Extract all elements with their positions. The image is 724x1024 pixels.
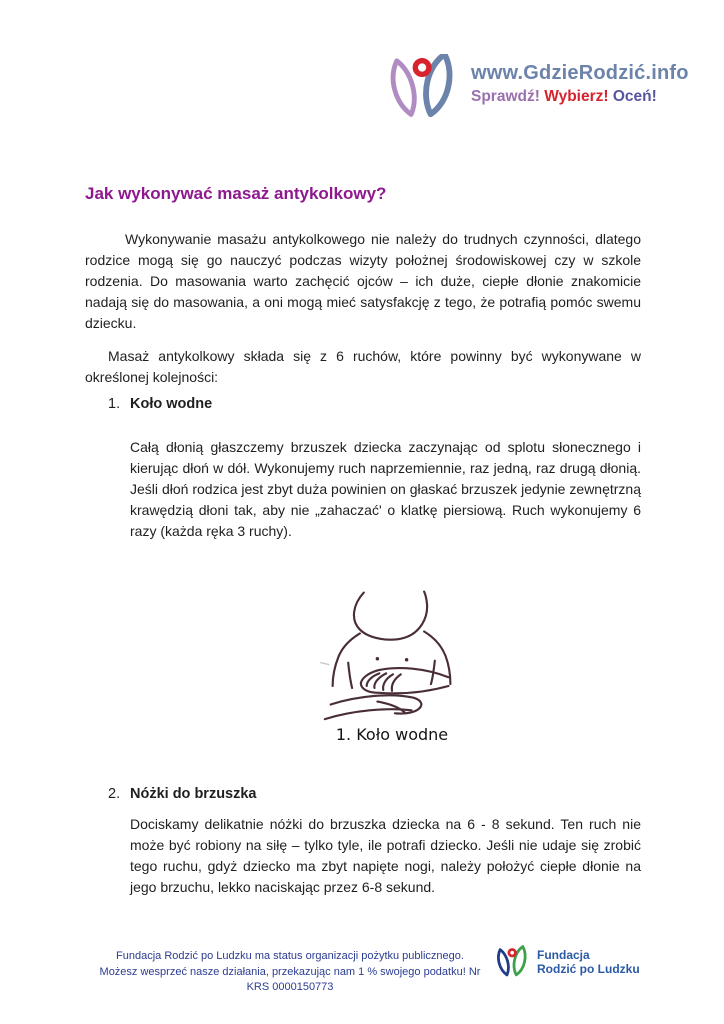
- footer-logo-name-2: Rodzić po Ludzku: [537, 962, 640, 976]
- footer-line-2: Możesz wesprzeć nasze działania, przekazując nam 1 % swojego podatku! Nr KRS 0000150773: [99, 965, 481, 993]
- fundacja-petals-icon: [496, 944, 532, 980]
- gdzierodzic-petals-icon: [388, 54, 464, 120]
- tagline-check: Sprawdź!: [471, 88, 540, 105]
- brand-tagline: [471, 88, 689, 106]
- site-url: www.GdzieRodzić.info: [471, 62, 689, 84]
- figure-kolo-wodne: [314, 577, 470, 744]
- tagline-choose: Wybierz!: [544, 88, 609, 105]
- massage-illustration: [317, 577, 467, 723]
- list-item-2-body: Dociskamy delikatnie nóżki do brzuszka dziecka na 6 - 8 sekund. Ten ruch nie może być robiony na siłę – tylko tyle, ile potrafi dziecko. Jeśli nie udaje się zrobić tego ruchu, gdyż dziecko ma zbyt napięte nogi, należy położyć ciepłe dłonie na jego brzuchu, lekko naciskając przez 6-8 sekund.: [130, 816, 641, 895]
- list-item-1-body: Całą dłonią głaszczemy brzuszek dziecka zaczynając od splotu słonecznego i kierując dłoń w dół. Wykonujemy ruch naprzemiennie, raz jedną, raz drugą dłonią. Jeśli dłoń rodzica jest zbyt duża powinien on głaskać brzuszek jedynie zewnętrzną krawędzią dłoni tak, aby nie „zahaczać' o klatkę piersiową. Ruch wykonujemy 6 razy (każda ręka 3 ruchy).: [130, 439, 641, 539]
- header-logo-text: [471, 54, 689, 106]
- footer-logo-text: [537, 948, 640, 976]
- footer-text: [88, 949, 492, 996]
- intro-paragraph-2: Masaż antykolkowy składa się z 6 ruchów, które powinny być wykonywane w określonej kolejności:: [85, 348, 641, 385]
- list-item-1-number: 1.: [108, 396, 121, 412]
- page-title: Jak wykonywać masaż antykolkowy?: [85, 184, 387, 203]
- ring-icon: [415, 61, 429, 75]
- tagline-rate: Oceń!: [612, 88, 657, 105]
- list-item-1-title: Koło wodne: [130, 396, 213, 412]
- footer-logo-name-1: Fundacja: [537, 948, 590, 962]
- footer-logo: [496, 944, 640, 980]
- figure-caption: 1. Koło wodne: [335, 725, 449, 744]
- footer-line-1: Fundacja Rodzić po Ludzku ma status organizacji pożytku publicznego.: [116, 950, 464, 962]
- intro-paragraph-1: Wykonywanie masażu antykolkowego nie należy do trudnych czynności, dlatego rodzice mogą się go nauczyć podczas wizyty położnej środowiskowej czy w szkole rodzenia. Do masowania warto zachęcić ojców – ich duże, ciepłe dłonie znakomicie nadają się do masowania, a oni mogą mieć satysfakcję z tego, że potrafią pomóc swemu dziecku.: [85, 231, 641, 331]
- header-logo: [388, 54, 689, 120]
- list-item-2-title: Nóżki do brzuszka: [130, 786, 257, 802]
- list-item-1-heading: [108, 394, 212, 415]
- list-item-2-heading: [108, 784, 257, 805]
- list-item-2-number: 2.: [108, 786, 121, 802]
